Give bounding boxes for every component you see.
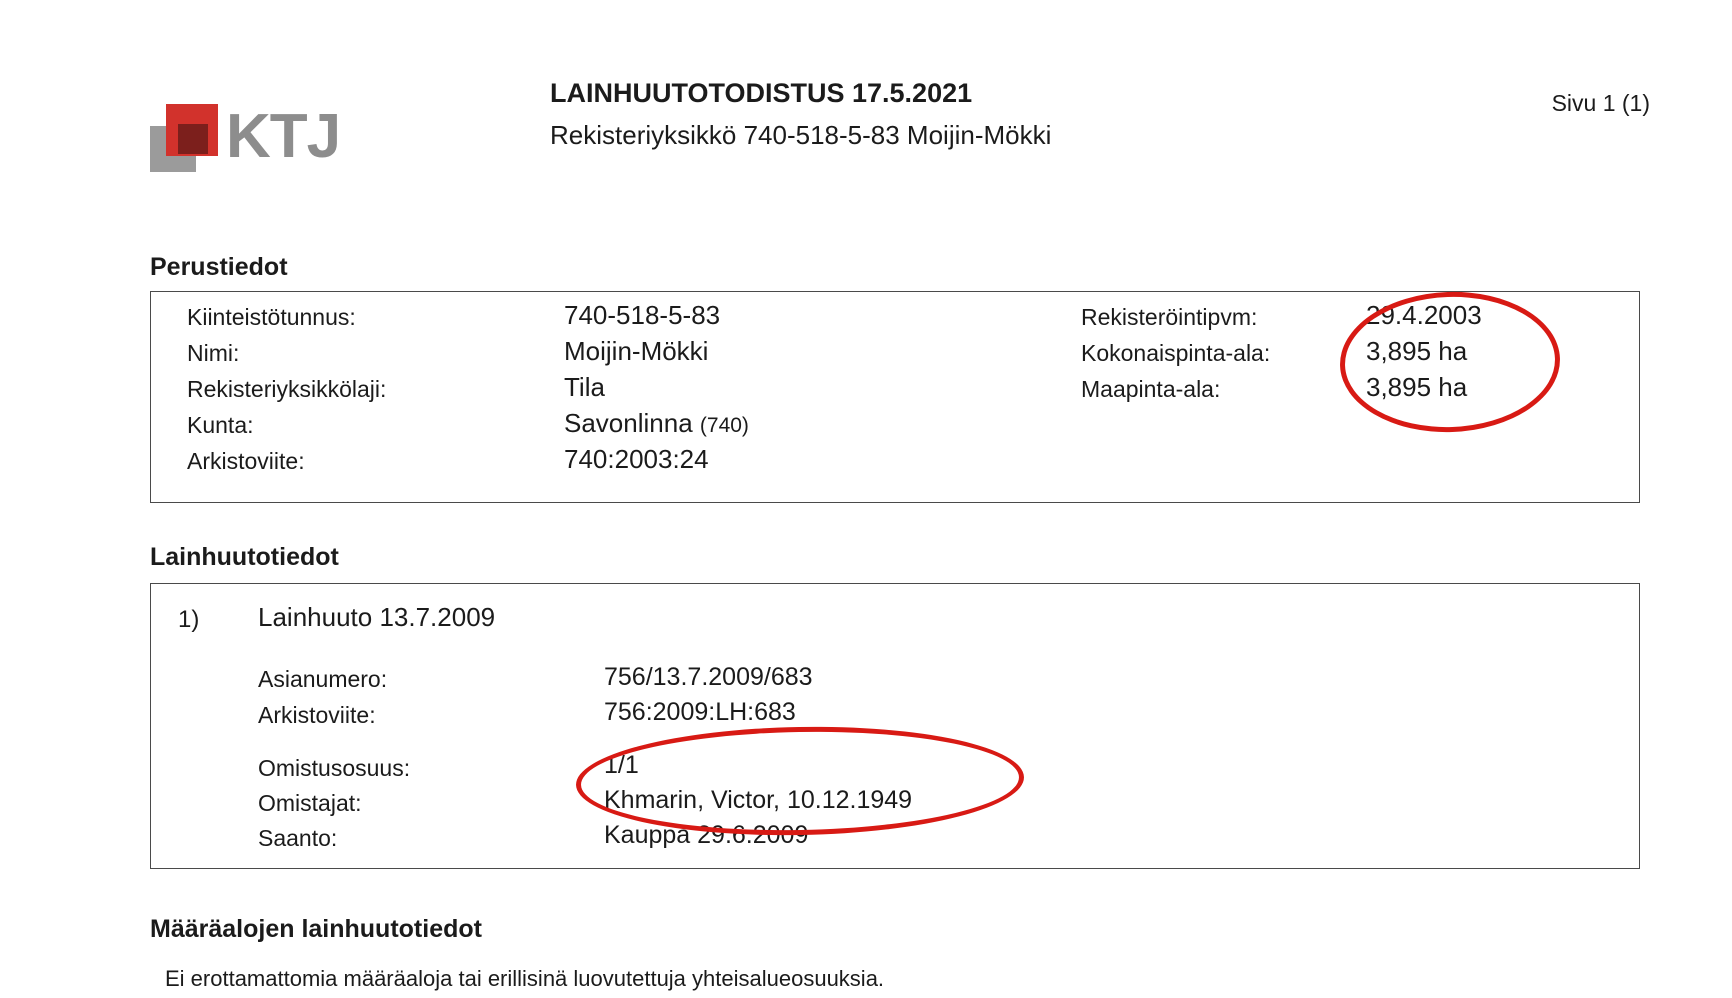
field-value-nimi: Moijin-Mökki: [564, 336, 709, 366]
ktj-logo: [150, 98, 360, 176]
list-item-index: 1): [178, 606, 200, 633]
section-heading-maaraalojen-lainhuutotiedot: Määräalojen lainhuutotiedot: [150, 915, 482, 943]
field-value-kunta: [564, 408, 749, 439]
field-label-omistajat: Omistajat:: [258, 790, 362, 816]
page-subtitle: Rekisteriyksikkö 740-518-5-83 Moijin-Mökki: [550, 120, 1052, 150]
page-title: LAINHUUTOTODISTUS 17.5.2021: [550, 78, 973, 108]
field-value-rekisteriyksikkolaji: Tila: [564, 372, 605, 402]
field-label-omistusosuus: Omistusosuus:: [258, 755, 411, 781]
basic-info-box: [150, 291, 1640, 503]
field-label-saanto: Saanto:: [258, 825, 338, 851]
field-label-lh-arkistoviite: Arkistoviite:: [258, 702, 376, 728]
page-top-edge: [0, 0, 1732, 3]
field-label-rekisteriyksikkolaji: Rekisteriyksikkölaji:: [187, 376, 387, 402]
field-value-arkistoviite: 740:2003:24: [564, 444, 709, 474]
field-value-maapinta-ala: 3,895 ha: [1366, 372, 1468, 402]
field-label-nimi: Nimi:: [187, 340, 240, 366]
field-label-rekisterointipvm: Rekisteröintipvm:: [1081, 304, 1258, 330]
field-label-asianumero: Asianumero:: [258, 666, 388, 692]
lainhuuto-entry-title: Lainhuuto 13.7.2009: [258, 602, 496, 632]
field-value-rekisterointipvm: 29.4.2003: [1366, 300, 1482, 330]
field-value-asianumero: 756/13.7.2009/683: [604, 663, 813, 691]
field-value-kunta-name: Savonlinna: [564, 408, 693, 438]
document-header: [150, 78, 1650, 188]
maaraalat-note: Ei erottamattomia määräaloja tai erillisinä luovutettuja yhteisalueosuuksia.: [165, 966, 885, 991]
field-label-maapinta-ala: Maapinta-ala:: [1081, 376, 1221, 402]
field-value-omistusosuus: 1/1: [604, 751, 639, 779]
field-label-kiinteistotunnus: Kiinteistötunnus:: [187, 304, 356, 330]
field-label-kokonaispinta-ala: Kokonaispinta-ala:: [1081, 340, 1271, 366]
field-value-lh-arkistoviite: 756:2009:LH:683: [604, 698, 796, 726]
field-value-kunta-code: (740): [699, 414, 749, 437]
section-heading-perustiedot: Perustiedot: [150, 253, 288, 281]
field-value-saanto: Kauppa 29.6.2009: [604, 821, 809, 849]
field-label-arkistoviite: Arkistoviite:: [187, 448, 305, 474]
lainhuuto-box: [150, 583, 1640, 869]
page-number: Sivu 1 (1): [1551, 90, 1650, 116]
field-value-kokonaispinta-ala: 3,895 ha: [1366, 336, 1468, 366]
logo-wordmark: KTJ: [226, 102, 341, 171]
field-value-omistajat: Khmarin, Victor, 10.12.1949: [604, 786, 913, 814]
field-value-kiinteistotunnus: 740-518-5-83: [564, 300, 721, 330]
section-heading-lainhuutotiedot: Lainhuutotiedot: [150, 543, 339, 571]
field-label-kunta: Kunta:: [187, 412, 254, 438]
logo-dark-square-icon: [178, 124, 208, 154]
